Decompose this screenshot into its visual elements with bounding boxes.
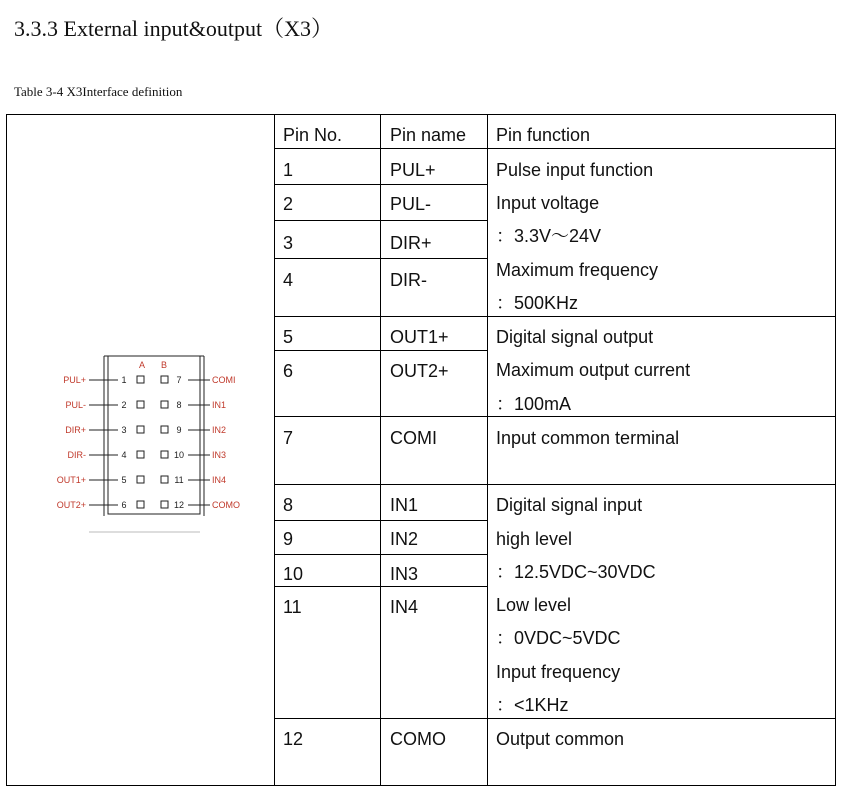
pin-socket-b — [161, 426, 168, 433]
pin-number: 6 — [283, 361, 294, 381]
pin-number: 2 — [283, 194, 294, 214]
table-divider — [487, 114, 488, 786]
pin-number-right: 7 — [176, 375, 182, 385]
pin-name: DIR- — [390, 270, 427, 290]
table-rule — [274, 148, 836, 149]
pin-number: 1 — [283, 160, 294, 180]
pin-number: 4 — [283, 270, 294, 290]
pin-number-right: 8 — [176, 400, 182, 410]
table-rule — [274, 316, 836, 317]
pin-label-left: OUT1+ — [56, 475, 86, 485]
table-divider — [380, 114, 381, 786]
pin-number-right: 9 — [176, 425, 182, 435]
pin-label-left: PUL- — [65, 400, 86, 410]
table-rule — [274, 718, 836, 719]
function-line: Output common — [496, 729, 625, 749]
pin-socket-a — [137, 451, 144, 458]
table-rule — [274, 554, 487, 555]
pin-label-left: DIR+ — [65, 425, 86, 435]
pin-name: IN1 — [390, 495, 419, 515]
pin-socket-b — [161, 401, 168, 408]
pin-name: COMO — [390, 729, 446, 749]
pin-number-left: 2 — [121, 400, 127, 410]
function-line: ：<1KHz — [496, 695, 569, 715]
column-b-label: B — [160, 360, 168, 370]
pin-number: 7 — [283, 428, 294, 448]
function-line: ：12.5VDC~30VDC — [496, 562, 656, 582]
pin-name: PUL- — [390, 194, 432, 214]
pin-label-right: IN3 — [212, 450, 227, 460]
pin-number: 12 — [283, 729, 304, 749]
pin-label-right: COMO — [212, 500, 240, 510]
function-line: Digital signal output — [496, 327, 654, 347]
pin-label-right: IN4 — [212, 475, 227, 485]
pin-name: COMI — [390, 428, 437, 448]
pin-number: 8 — [283, 495, 294, 515]
pin-name: IN4 — [390, 597, 419, 617]
function-line: Input frequency — [496, 662, 621, 682]
pin-name: OUT2+ — [390, 361, 449, 381]
table-caption: Table 3-4 X3Interface definition — [14, 84, 183, 99]
function-line: Input voltage — [496, 193, 600, 213]
pin-number-right: 11 — [174, 475, 184, 485]
table-rule — [274, 184, 487, 185]
function-line: Maximum output current — [496, 360, 691, 380]
pin-number: 9 — [283, 529, 294, 549]
table-rule — [274, 350, 487, 351]
connector-svg — [52, 350, 252, 536]
pin-number-left: 1 — [121, 375, 127, 385]
pin-number: 5 — [283, 327, 294, 347]
pin-name: DIR+ — [390, 233, 432, 253]
table-rule — [274, 484, 836, 485]
pin-number-right: 10 — [173, 450, 185, 460]
pin-label-left: DIR- — [67, 450, 86, 460]
pin-socket-a — [137, 476, 144, 483]
connector-diagram — [52, 350, 252, 536]
header-pin-no: Pin No. — [283, 125, 343, 145]
pin-label-left: OUT2+ — [56, 500, 86, 510]
table-rule — [274, 220, 487, 221]
header-pin-name: Pin name — [390, 125, 467, 145]
function-line: ：100mA — [496, 394, 572, 414]
table-rule — [274, 520, 487, 521]
pin-label-left: PUL+ — [63, 375, 86, 385]
pin-number: 11 — [283, 597, 302, 617]
function-line: Pulse input function — [496, 160, 654, 180]
column-a-label: A — [138, 360, 146, 370]
function-line: high level — [496, 529, 573, 549]
pin-name: OUT1+ — [390, 327, 449, 347]
pin-socket-b — [161, 501, 168, 508]
table-divider — [274, 114, 275, 786]
function-line: ：0VDC~5VDC — [496, 628, 621, 648]
pin-socket-b — [161, 376, 168, 383]
function-line: Maximum frequency — [496, 260, 659, 280]
pin-socket-a — [137, 501, 144, 508]
pin-socket-a — [137, 401, 144, 408]
function-line: ：500KHz — [496, 293, 579, 313]
function-line: Low level — [496, 595, 572, 615]
pin-number-left: 4 — [121, 450, 127, 460]
function-line: Input common terminal — [496, 428, 680, 448]
pin-name: PUL+ — [390, 160, 436, 180]
pin-label-right: IN1 — [212, 400, 227, 410]
section-title: 3.3.3 External input&output（X3） — [14, 16, 333, 41]
table-rule — [274, 586, 487, 587]
pin-number-left: 6 — [121, 500, 127, 510]
function-line: ：3.3V～24V — [496, 226, 602, 246]
pin-name: IN2 — [390, 529, 419, 549]
pin-label-right: IN2 — [212, 425, 227, 435]
pin-name: IN3 — [390, 564, 419, 584]
pin-socket-a — [137, 426, 144, 433]
function-line: Digital signal input — [496, 495, 643, 515]
pin-socket-b — [161, 451, 168, 458]
pin-number-left: 5 — [121, 475, 127, 485]
pin-number: 3 — [283, 233, 294, 253]
pin-number-right: 12 — [173, 500, 185, 510]
pin-number-left: 3 — [121, 425, 127, 435]
table-rule — [274, 258, 487, 259]
pin-label-right: COMI — [212, 375, 236, 385]
pin-socket-b — [161, 476, 168, 483]
pin-socket-a — [137, 376, 144, 383]
table-rule — [274, 416, 836, 417]
header-pin-function: Pin function — [496, 125, 591, 145]
pin-number: 10 — [283, 564, 304, 584]
